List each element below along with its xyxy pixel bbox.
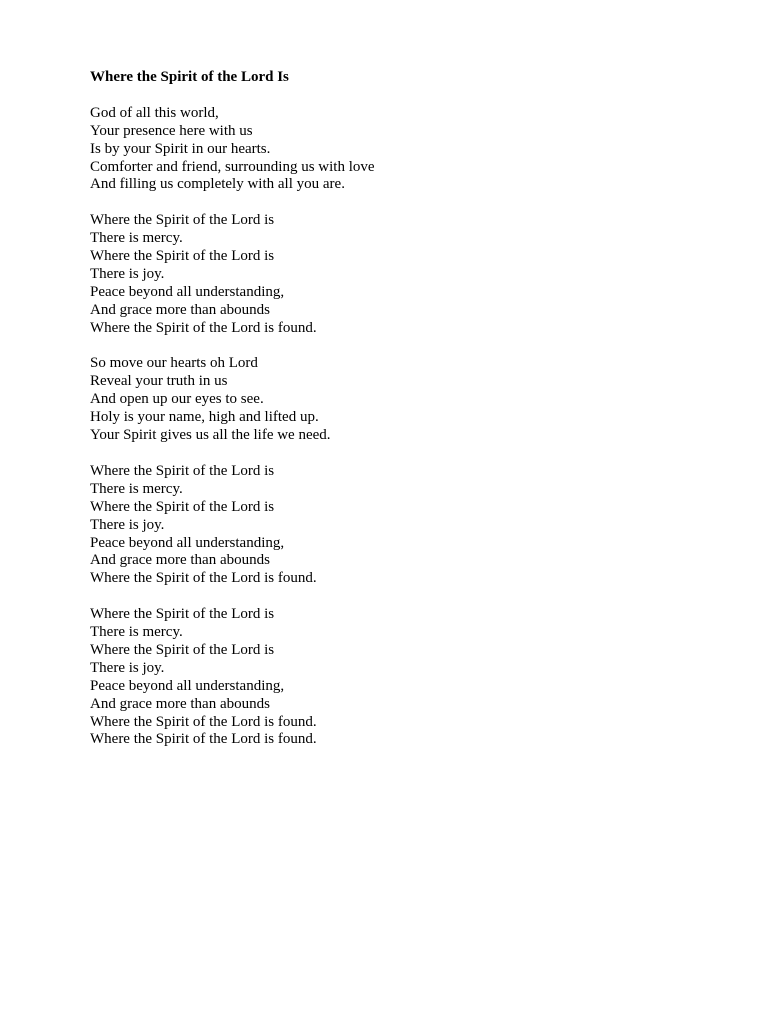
lyric-line: God of all this world, bbox=[90, 104, 219, 121]
document-title: Where the Spirit of the Lord Is bbox=[90, 69, 289, 85]
stanza-1 bbox=[90, 105, 710, 195]
lyric-line: Your presence here with us bbox=[90, 122, 253, 139]
stanza-2 bbox=[90, 212, 710, 337]
lyric-line: Peace beyond all understanding, bbox=[90, 283, 285, 300]
lyric-line: Is by your Spirit in our hearts. bbox=[90, 140, 271, 157]
lyric-line: There is joy. bbox=[90, 659, 165, 676]
lyric-line: Where the Spirit of the Lord is bbox=[90, 462, 275, 479]
lyric-line: So move our hearts oh Lord bbox=[90, 355, 258, 372]
lyric-line: Where the Spirit of the Lord is found. bbox=[90, 319, 317, 336]
lyric-line: Peace beyond all understanding, bbox=[90, 534, 285, 551]
lyric-line: Where the Spirit of the Lord is bbox=[90, 641, 275, 658]
lyric-line: There is mercy. bbox=[90, 624, 183, 641]
lyric-line: Where the Spirit of the Lord is found. bbox=[90, 570, 317, 587]
lyric-line: Reveal your truth in us bbox=[90, 373, 228, 390]
lyric-line: Where the Spirit of the Lord is bbox=[90, 212, 275, 229]
lyric-line: Where the Spirit of the Lord is found. bbox=[90, 731, 317, 748]
lyric-line: Where the Spirit of the Lord is bbox=[90, 606, 275, 623]
lyric-line: Peace beyond all understanding, bbox=[90, 677, 285, 694]
lyric-line: Holy is your name, high and lifted up. bbox=[90, 409, 319, 426]
lyric-line: Where the Spirit of the Lord is bbox=[90, 248, 275, 265]
lyric-line: And open up our eyes to see. bbox=[90, 391, 264, 408]
lyric-line: There is mercy. bbox=[90, 230, 183, 247]
lyric-line: There is mercy. bbox=[90, 480, 183, 497]
stanza-5 bbox=[90, 606, 710, 749]
lyric-line: Comforter and friend, surrounding us with love bbox=[90, 158, 375, 175]
lyric-line: And grace more than abounds bbox=[90, 301, 270, 318]
lyric-line: And grace more than abounds bbox=[90, 552, 270, 569]
stanza-4 bbox=[90, 463, 710, 588]
lyric-line: Your Spirit gives us all the life we need. bbox=[90, 427, 331, 444]
lyric-line: There is joy. bbox=[90, 516, 165, 533]
lyric-line: And grace more than abounds bbox=[90, 695, 270, 712]
lyric-line: There is joy. bbox=[90, 265, 165, 282]
document-page bbox=[90, 69, 710, 749]
stanza-3 bbox=[90, 355, 710, 445]
lyric-line: Where the Spirit of the Lord is found. bbox=[90, 713, 317, 730]
lyric-line: Where the Spirit of the Lord is bbox=[90, 498, 275, 515]
lyric-line: And filling us completely with all you are. bbox=[90, 176, 345, 193]
